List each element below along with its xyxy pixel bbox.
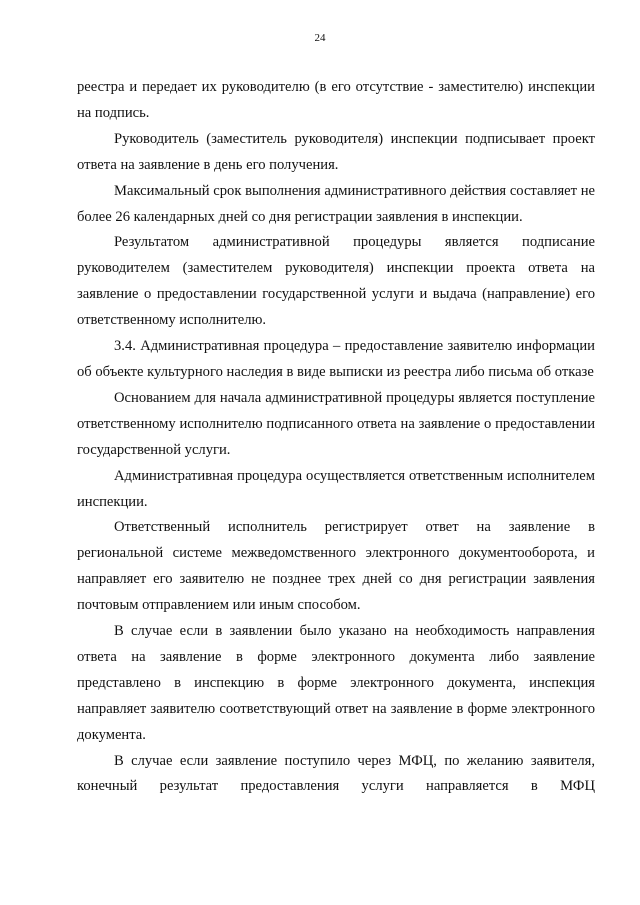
paragraph-registration: Ответственный исполнитель регистрирует ответ на заявление в региональной системе межведомственного электронного документооборота, и направляет его заявителю не позднее трех дней со дня регистрации заявления почтовым отправлением или иным способом. (77, 519, 595, 614)
paragraph-continuation: реестра и передает их руководителю (в его отсутствие - заместителю) инспекции на подпись. (77, 79, 595, 121)
paragraph-electronic-form: В случае если в заявлении было указано на необходимость направления ответа на заявление в форме электронного документа либо заявление представлено в инспекцию в форме электронного документа, инспекция направляет заявителю соответствующий ответ на заявление в форме электронного документа. (77, 623, 595, 743)
document-body (77, 75, 595, 800)
paragraph-procedure-result: Результатом административной процедуры является подписание руководителем (заместителем руководителя) инспекции проекта ответа на заявление о предоставлении государственной услуги и выдача (направление) его ответственному исполнителю. (77, 234, 595, 329)
paragraph-mfc: В случае если заявление поступило через МФЦ, по желанию заявителя, конечный результат предоставления услуги направляется в МФЦ (77, 752, 595, 795)
section-heading-3-4: 3.4. Административная процедура – предоставление заявителю информации об объекте культурного наследия в виде выписки из реестра либо письма об отказе (77, 338, 595, 380)
paragraph-head-signs: Руководитель (заместитель руководителя) инспекции подписывает проект ответа на заявление в день его получения. (77, 130, 595, 173)
paragraph-performer: Административная процедура осуществляется ответственным исполнителем инспекции. (77, 467, 595, 510)
paragraph-procedure-basis: Основанием для начала административной процедуры является поступление ответственному исполнителю подписанного ответа на заявление о предоставлении государственной услуги. (77, 389, 595, 458)
page-number: 24 (314, 32, 326, 44)
paragraph-max-duration: Максимальный срок выполнения административного действия составляет не более 26 календарных дней со дня регистрации заявления в инспекции. (77, 182, 595, 225)
